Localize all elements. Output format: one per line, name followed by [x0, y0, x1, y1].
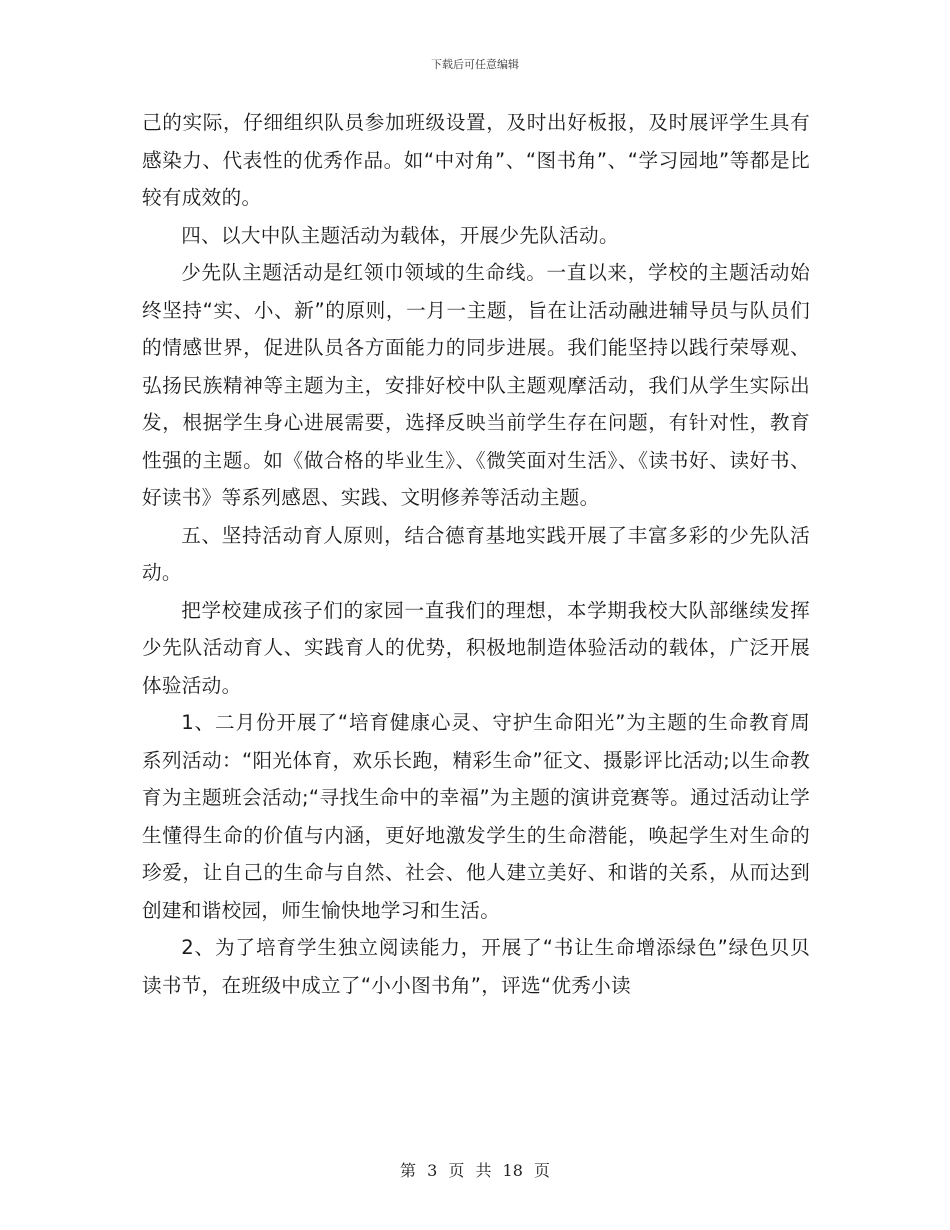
paragraph-theme-activities: 少先队主题活动是红领巾领域的生命线。一直以来，学校的主题活动始终坚持“实、小、新”的原则，一月一主题，旨在让活动融进辅导员与队员们的情感世界，促进队员各方面能力的同步进展。我们能坚持以践行荣辱观、弘扬民族精神等主题为主，安排好校中队主题观摩活动，我们从学生实际出发，根据学生身心进展需要，选择反映当前学生存在问题，有针对性，教育性强的主题。如《做合格的毕业生》、《微笑面对生活》、《读书好、读好书、好读书》等系列感恩、实践、文明修养等活动主题。: [142, 261, 810, 509]
paragraph-school-home: 把学校建成孩子们的家园一直我们的理想，本学期我校大队部继续发挥少先队活动育人、实践育人的优势，积极地制造体验活动的载体，广泛开展体验活动。: [142, 598, 810, 697]
paragraph-item-two: 2、为了培育学生独立阅读能力，开展了“书让生命增添绿色”绿色贝贝读书节，在班级中成立了“小小图书角”，评选“优秀小读: [142, 936, 810, 997]
page-number-footer: 第 3 页 共 18 页: [400, 1161, 550, 1180]
section-heading-four: 四、以大中队主题活动为载体，开展少先队活动。: [181, 223, 619, 247]
section-heading-five: 五、坚持活动育人原则，结合德育基地实践开展了丰富多彩的少先队活动。: [142, 523, 810, 584]
paragraph-item-one: 1、二月份开展了“培育健康心灵、守护生命阳光”为主题的生命教育周系列活动：“阳光体育，欢乐长跑，精彩生命”征文、摄影评比活动;以生命教育为主题班会活动;“寻找生命中的幸福”为主题的演讲竞赛等。通过活动让学生懂得生命的价值与内涵，更好地激发学生的生命潜能，唤起学生对生命的珍爱，让自己的生命与自然、社会、他人建立美好、和谐的关系，从而达到创建和谐校园，师生愉快地学习和生活。: [142, 711, 810, 922]
paragraph-continuation: 己的实际，仔细组织队员参加班级设置，及时出好板报，及时展评学生具有感染力、代表性的优秀作品。如“中对角”、“图书角”、“学习园地”等都是比较有成效的。: [142, 111, 810, 209]
document-body: [142, 104, 810, 1004]
header-note: 下载后可任意编辑: [431, 58, 519, 71]
